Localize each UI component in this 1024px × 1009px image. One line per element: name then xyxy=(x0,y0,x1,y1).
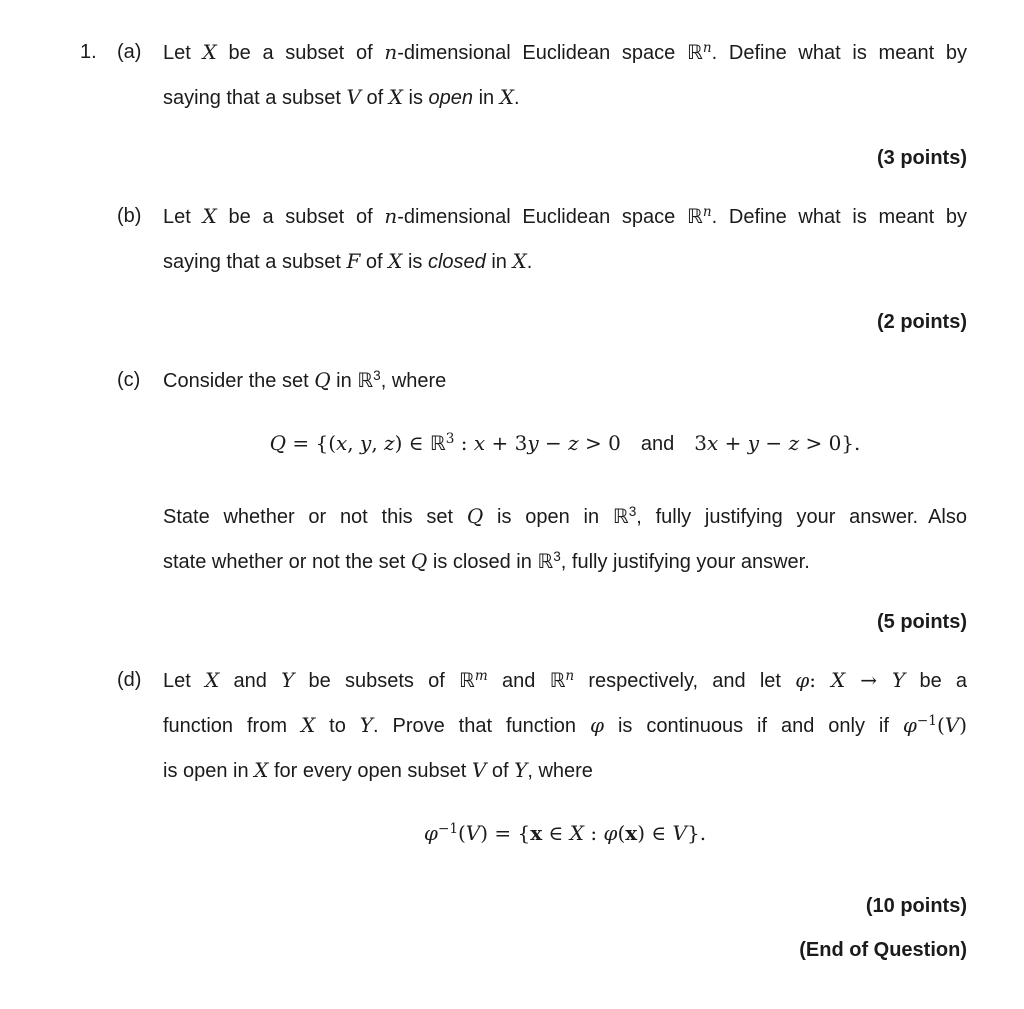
part-d-line-2 xyxy=(163,703,967,748)
text-run: Let xyxy=(163,42,203,64)
math-run: Q xyxy=(410,549,428,573)
math-run: ) ∈ xyxy=(637,821,673,845)
math-run: , xyxy=(347,431,360,455)
text-run: respectively, and let xyxy=(574,670,796,692)
math-run: Y xyxy=(892,668,906,692)
text-run: of xyxy=(360,87,389,109)
part-label-b: (b) xyxy=(117,205,142,227)
math-run: V xyxy=(672,821,687,845)
math-run: > 0}. xyxy=(799,431,861,455)
text-run: is xyxy=(402,251,428,273)
text-run: . Define what is meant by xyxy=(711,42,967,64)
text-run: saying that a subset xyxy=(163,251,347,273)
display-equation-set-q xyxy=(163,421,967,466)
math-run: ( xyxy=(457,821,466,845)
text-run: of xyxy=(360,251,389,273)
math-run: ( xyxy=(936,713,945,737)
question-part-b xyxy=(117,194,967,344)
question-part-c xyxy=(117,358,967,644)
math-run: V xyxy=(944,713,960,737)
text-run: . xyxy=(513,87,520,109)
points-badge-b: (2 points) xyxy=(877,311,967,333)
math-run: > 0 xyxy=(578,431,621,455)
text-run: and xyxy=(620,433,695,455)
points-badge-a: (3 points) xyxy=(877,147,967,169)
text-run: 3 xyxy=(628,504,637,520)
math-run: x xyxy=(625,821,638,845)
part-label-c: (c) xyxy=(117,369,141,391)
text-run: . Define what is meant by xyxy=(711,206,967,228)
text-run: be subsets of xyxy=(294,670,460,692)
math-run: ) ∈ xyxy=(394,431,430,455)
part-c-line-2 xyxy=(163,494,967,539)
math-run: ( xyxy=(617,821,626,845)
math-run: X xyxy=(499,85,514,109)
part-a-line-1 xyxy=(163,30,967,75)
text-run: and xyxy=(219,670,282,692)
math-run: ℝ xyxy=(549,668,566,692)
part-c-intro-line xyxy=(163,358,967,403)
math-run: X xyxy=(388,249,403,273)
text-run: . xyxy=(526,251,533,273)
math-run: + 3 xyxy=(485,431,528,455)
math-run: z xyxy=(788,431,800,455)
math-run: ℝ xyxy=(612,504,629,528)
part-c-line-3 xyxy=(163,539,967,584)
math-run: 3 xyxy=(445,431,455,448)
math-run: ℝ xyxy=(429,431,446,455)
math-run: y xyxy=(747,431,760,455)
text-run: for every open subset xyxy=(268,760,472,782)
part-label-a: (a) xyxy=(117,41,142,63)
text-run: is closed in xyxy=(427,551,538,573)
math-run: X xyxy=(512,249,527,273)
math-run: Y xyxy=(359,713,373,737)
math-run: X xyxy=(202,204,217,228)
math-run: x xyxy=(473,431,486,455)
text-run: is open in xyxy=(483,506,613,528)
math-run: n xyxy=(702,204,712,221)
math-run: m xyxy=(474,668,488,685)
math-run: ℝ xyxy=(459,668,475,692)
math-run: , xyxy=(371,431,385,455)
math-run: n xyxy=(702,40,712,57)
text-run: be a subset of xyxy=(216,42,385,64)
math-run: −1 xyxy=(916,713,937,730)
math-run: − xyxy=(538,431,569,455)
text-run: State whether or not this set xyxy=(163,506,467,528)
text-run: be a xyxy=(905,670,968,692)
math-run: F xyxy=(346,249,361,273)
text-run: of xyxy=(486,760,515,782)
text-run: is xyxy=(402,87,429,109)
math-run: Q xyxy=(269,431,286,455)
question-part-a xyxy=(117,30,967,180)
text-run: , where xyxy=(527,760,593,782)
part-label-d: (d) xyxy=(117,669,142,691)
text-run: -dimensional Euclidean space xyxy=(397,42,688,64)
part-d-line-1 xyxy=(163,658,967,703)
math-run: Q xyxy=(314,368,331,392)
math-run: 3 xyxy=(694,431,707,455)
math-run: ℝ xyxy=(687,204,703,228)
part-b-line-1 xyxy=(163,194,967,239)
math-run: Y xyxy=(281,668,295,692)
math-run: z xyxy=(384,431,395,455)
math-run: z xyxy=(568,431,579,455)
math-run: Q xyxy=(466,504,484,528)
math-run: : xyxy=(809,668,831,692)
math-run: φ xyxy=(423,821,438,845)
math-run: n xyxy=(384,40,398,64)
text-run: closed xyxy=(427,251,486,273)
part-a-line-2 xyxy=(163,75,967,120)
question-number: 1. xyxy=(80,41,97,63)
math-run: φ xyxy=(589,713,604,737)
question-part-d xyxy=(117,658,967,972)
math-run: V xyxy=(471,758,487,782)
math-run: ℝ xyxy=(537,549,554,573)
math-run: ) xyxy=(959,713,968,737)
math-run: → xyxy=(845,668,893,692)
math-run: ∈ xyxy=(542,821,570,845)
math-run: φ xyxy=(902,713,917,737)
text-run: . Prove that function xyxy=(372,715,590,737)
text-run: in xyxy=(330,370,358,392)
math-run: = {( xyxy=(286,431,336,455)
math-run: n xyxy=(565,668,575,685)
math-run: }. xyxy=(686,821,707,845)
text-run: be a subset of xyxy=(216,206,385,228)
text-run: , fully justifying your answer. Also xyxy=(636,506,967,528)
math-run: X xyxy=(205,668,220,692)
math-run: X xyxy=(202,40,217,64)
math-run: φ xyxy=(795,668,810,692)
text-run: and xyxy=(487,670,550,692)
text-run: saying that a subset xyxy=(163,87,347,109)
part-d-line-3 xyxy=(163,748,967,793)
math-run: ℝ xyxy=(687,40,703,64)
end-of-question-label: (End of Question) xyxy=(799,939,967,961)
math-run: − xyxy=(759,431,789,455)
math-run: y xyxy=(360,431,372,455)
math-run: + xyxy=(718,431,748,455)
text-run: is continuous if and only if xyxy=(604,715,903,737)
text-run: to xyxy=(315,715,360,737)
text-run: state whether or not the set xyxy=(163,551,411,573)
math-run: ℝ xyxy=(357,368,374,392)
text-run: in xyxy=(485,251,513,273)
text-run: open xyxy=(428,87,474,109)
math-run: φ xyxy=(603,821,618,845)
math-run: −1 xyxy=(437,821,458,838)
math-run: V xyxy=(346,85,361,109)
math-run: x xyxy=(707,431,719,455)
text-run: is open in xyxy=(163,760,255,782)
math-run: y xyxy=(527,431,539,455)
text-run: , fully justifying your answer. xyxy=(560,551,810,573)
math-run: : xyxy=(583,821,604,845)
math-run: Y xyxy=(514,758,528,782)
math-run: X xyxy=(388,85,403,109)
text-run: in xyxy=(473,87,500,109)
text-run: , where xyxy=(380,370,447,392)
math-run: X xyxy=(569,821,584,845)
text-run: Consider the set xyxy=(163,370,315,392)
part-b-line-2 xyxy=(163,239,967,284)
math-run: : xyxy=(454,431,474,455)
math-run: n xyxy=(384,204,398,228)
math-run: X xyxy=(254,758,269,782)
math-run: x xyxy=(530,821,543,845)
text-run: -dimensional Euclidean space xyxy=(397,206,688,228)
text-run: Let xyxy=(163,206,203,228)
points-badge-d: (10 points) xyxy=(865,895,967,917)
math-run: X xyxy=(830,668,846,692)
display-equation-preimage xyxy=(163,811,967,856)
points-badge-c: (5 points) xyxy=(877,611,967,633)
text-run: 3 xyxy=(553,549,561,565)
math-run: X xyxy=(300,713,316,737)
math-run: ) = { xyxy=(480,821,531,845)
text-run: function from xyxy=(163,715,301,737)
math-run: V xyxy=(465,821,481,845)
text-run: 3 xyxy=(373,368,381,384)
text-run: Let xyxy=(163,670,206,692)
math-run: x xyxy=(336,431,348,455)
